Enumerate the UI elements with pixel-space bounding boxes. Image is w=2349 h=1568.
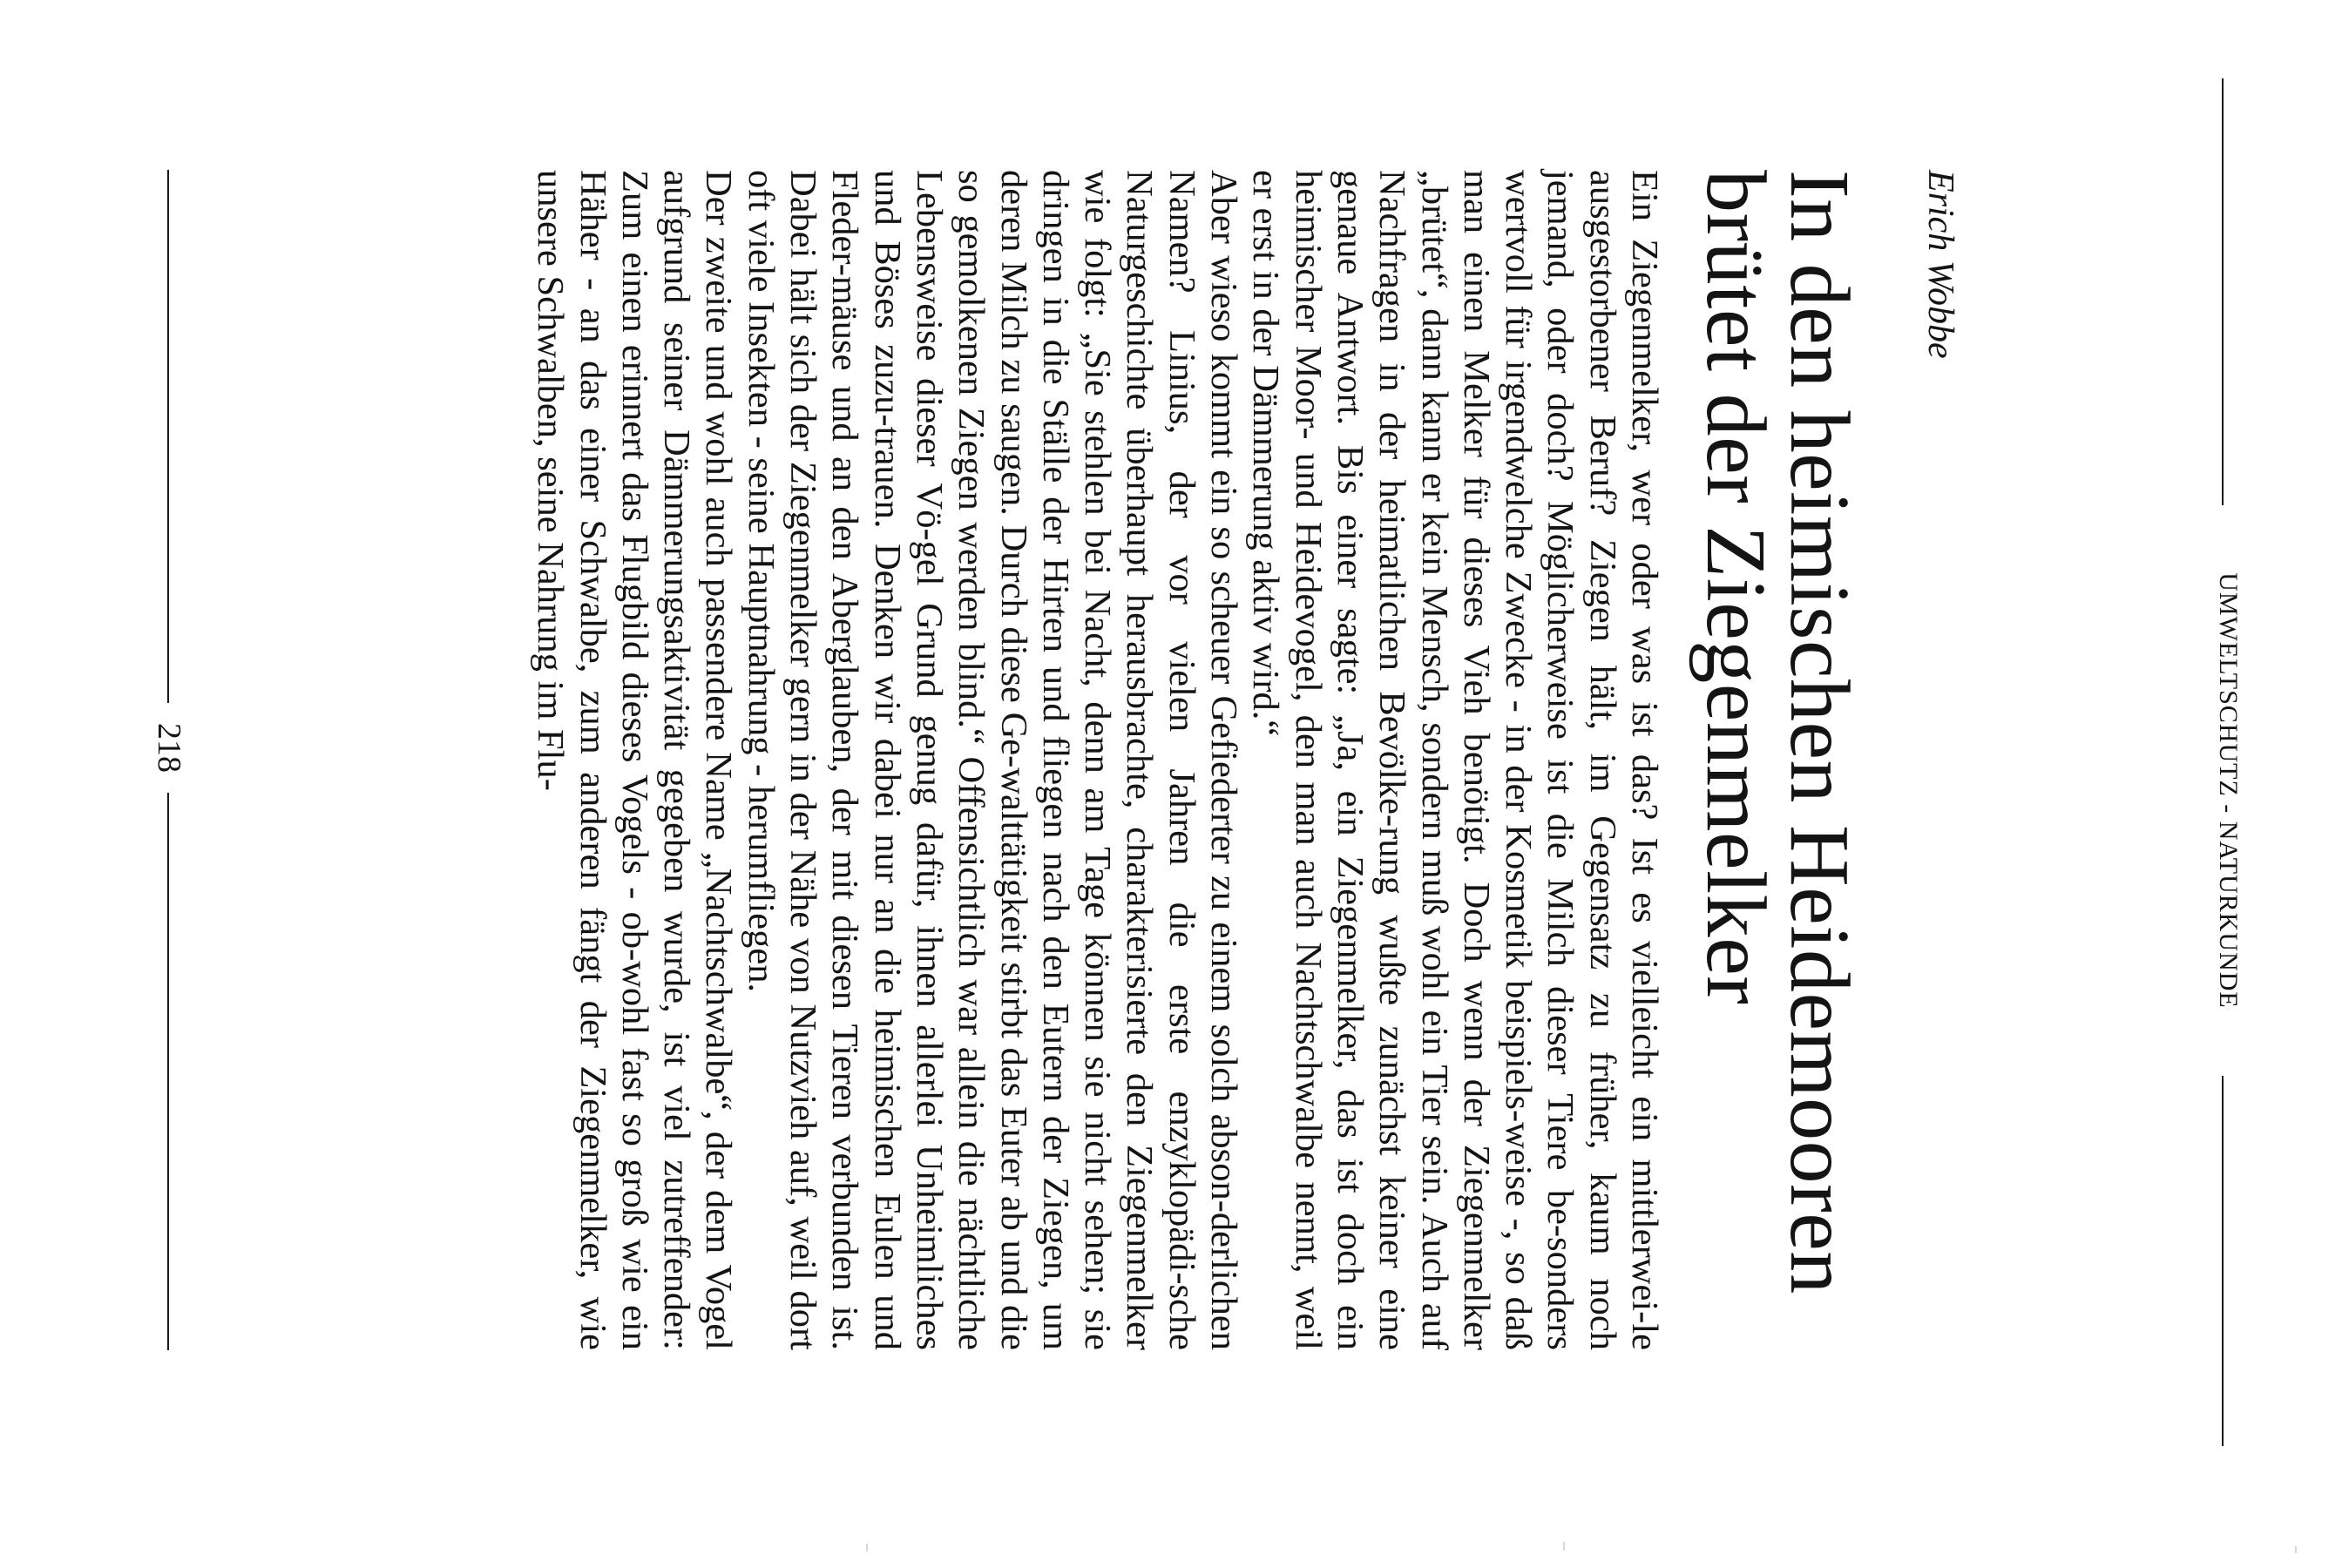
- section-title: UMWELTSCHUTZ - NATURKUNDE: [2214, 572, 2243, 1009]
- article-author: Erich Wobbe: [1920, 170, 1960, 359]
- scan-artifact: [2295, 1546, 2297, 1553]
- scan-artifact: [1563, 1542, 1565, 1551]
- article-body: [529, 170, 1665, 1350]
- footer-rule-right: [167, 793, 169, 1350]
- footer-rule-left: [167, 170, 169, 703]
- header-rule-left: [2222, 78, 2224, 505]
- page-number: 218: [151, 723, 187, 773]
- paragraph: Der zweite und wohl auch passendere Name „Nachtschwalbe“, der dem Vogel aufgrund seiner Dämmerungsaktivität gegeben wurde, ist viel zutreffender: Zum einen erinnert das Flugbild dieses Vogels - ob-wohl fast so groß wie ein Häher - an das einer Schwalbe, zum anderen fängt der Ziegenmelker, wie unsere Schwalben, seine Nahrung im Flu-: [530, 170, 740, 1350]
- header-rule-right: [2222, 1076, 2224, 1446]
- page-footer: [153, 170, 188, 1350]
- paragraph: Ein Ziegenmelker, wer oder was ist das? Ist es vielleicht ein mittlerwei-le ausgestorbener Beruf? Ziegen hält, im Gegensatz zu früher, kaum noch jemand, oder doch? Möglicherweise ist die Milch dieser Tiere be-sonders wertvoll für irgendwelche Zwecke - in der Kosmetik beispiels-weise -, so daß man einen Melker für dieses Vieh benötigt. Doch wenn der Ziegenmelker „brütet“, dann kann er kein Mensch, sondern muß wohl ein Tier sein. Auch auf Nachfragen in der heimatlichen Bevölke-rung wußte zunächst keiner eine genaue Antwort. Bis einer sagte: „Ja, ein Ziegenmelker, das ist doch ein heimischer Moor- und Heidevogel, den man auch Nachtschwalbe nennt, weil er erst in der Dämmerung aktiv wird.“: [1245, 170, 1665, 1350]
- paragraph: Aber wieso kommt ein so scheuer Gefiederter zu einem solch abson-derlichen Namen? Linius, der vor vielen Jahren die erste enzyklopädi-sche Naturgeschichte überhaupt herausbrachte, charakterisierte den Ziegenmelker wie folgt: „Sie stehlen bei Nacht, denn am Tage können sie nicht sehen; sie dringen in die Ställe der Hirten und fliegen nach den Eutern der Ziegen, um deren Milch zu saugen. Durch diese Ge-walttätigkeit stirbt das Euter ab und die so gemolkenen Ziegen werden blind.“ Offensichtlich war allein die nächtliche Lebensweise dieser Vö-gel Grund genug dafür, ihnen allerlei Unheimliches und Böses zuzu-trauen. Denken wir dabei nur an die heimischen Eulen und Fleder-mäuse und an den Aberglauben, der mit diesen Tieren verbunden ist. Dabei hält sich der Ziegenmelker gern in der Nähe von Nutzvieh auf, weil dort oft viele Insekten - seine Hauptnahrung - herumfliegen.: [740, 170, 1245, 1350]
- scan-artifact: [866, 1544, 868, 1551]
- running-header: [2208, 78, 2243, 1446]
- article-title: In den heimischen Heidemooren brütet der Ziegenmelker: [1689, 170, 1866, 1294]
